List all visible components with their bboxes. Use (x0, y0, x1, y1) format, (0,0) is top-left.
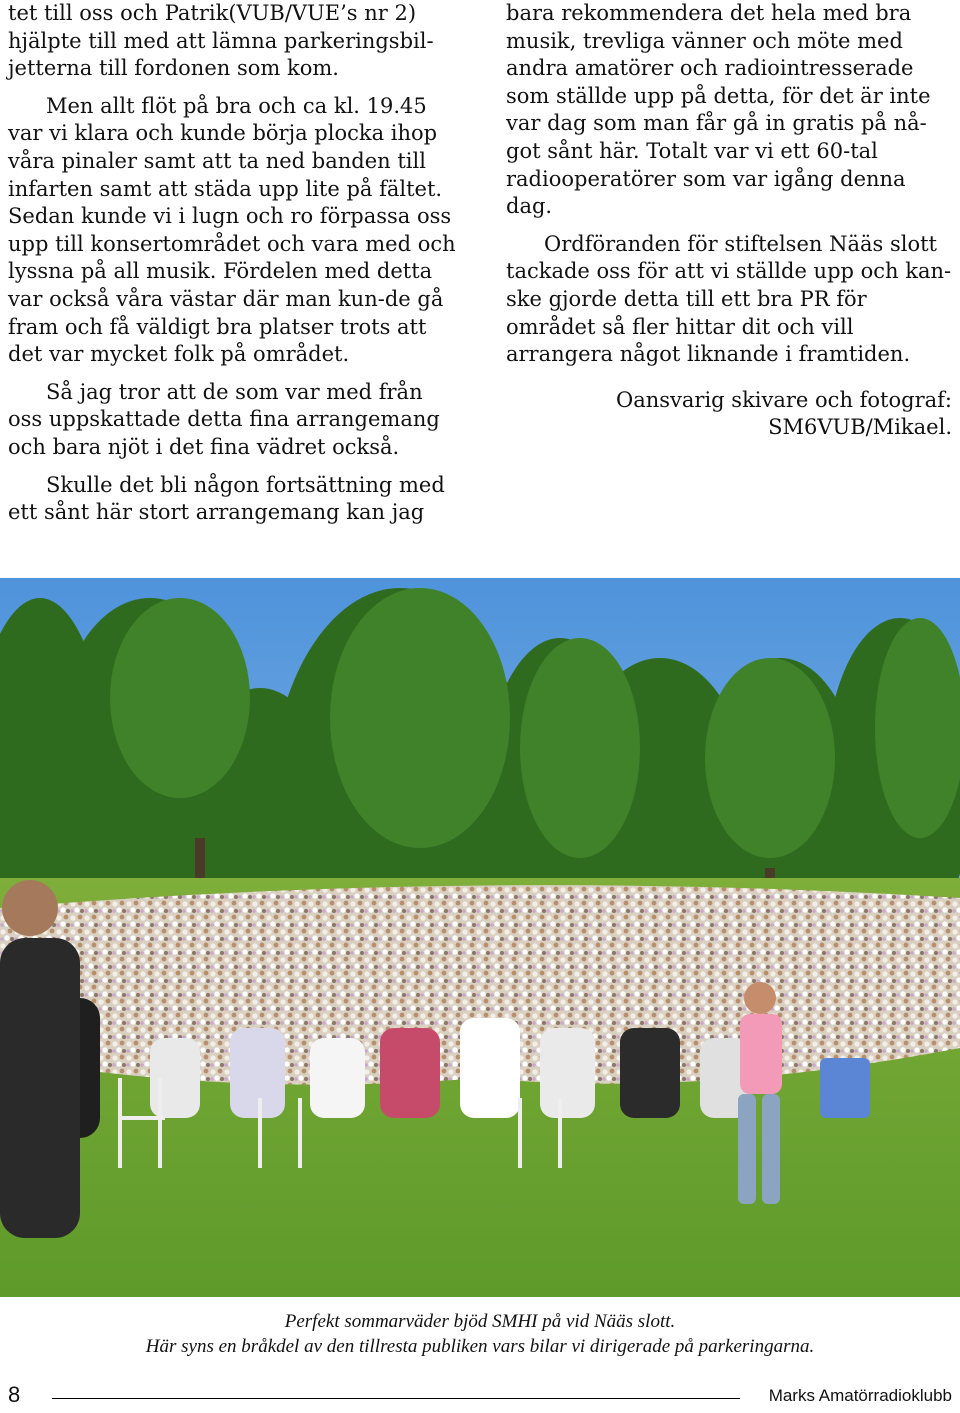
paragraph: Ordföranden för stiftelsen Nääs slott tackade oss för att vi ställde upp och kan-ske gjorde detta till ett bra PR för området så fler hittar dit och vill arrangera något liknande i framtiden. (506, 231, 952, 367)
concert-crowd-photo (0, 578, 960, 1297)
author-credit (506, 387, 952, 442)
paragraph: bara rekommendera det hela med bra musik, trevliga vänner och möte med andra amatörer och radiointresserade som ställde upp på detta, för det är inte var dag som man får gå in gratis på nå-got sånt här. Totalt var vi ett 60-tal radiooperatörer som var igång denna dag. (506, 1, 931, 219)
photo-caption (0, 1309, 960, 1359)
paragraph: tet till oss och Patrik(VUB/VUE’s nr 2) hjälpte till med att lämna parkeringsbil-jetterna till fordonen som kom. (8, 1, 434, 81)
credit-name: SM6VUB/Mikael. (768, 415, 952, 440)
page-number: 8 (8, 1382, 21, 1407)
paragraph: Men allt flöt på bra och ca kl. 19.45 var vi klara och kunde börja plocka ihop våra pinaler samt att ta ned banden till infarten samt att städa upp lite på fältet. Sedan kunde vi i lugn och ro förpassa oss upp till konsertområdet och vara med och lyssna på all musik. Fördelen med detta var också våra västar där man kun-de gå fram och få väldigt bra platser trots att det var mycket folk på området. (8, 93, 456, 367)
paragraph: Så jag tror att de som var med från oss uppskattade detta fina arrangemang och bara njöt i det fina vädret också. (8, 379, 440, 459)
caption-line: Perfekt sommarväder bjöd SMHI på vid Nääs slott. (284, 1311, 676, 1332)
left-text-column (8, 0, 458, 527)
right-text-column (506, 0, 952, 442)
footer-club-name: Marks Amatörradioklubb (768, 1386, 952, 1405)
credit-role: Oansvarig skivare och fotograf: (616, 387, 952, 412)
paragraph: Skulle det bli någon fortsättning med ett sånt här stort arrangemang kan jag (8, 472, 445, 525)
caption-line: Här syns en bråkdel av den tillresta publiken vars bilar vi dirigerade på parkeringarna. (145, 1336, 815, 1357)
footer-divider (52, 1398, 740, 1399)
